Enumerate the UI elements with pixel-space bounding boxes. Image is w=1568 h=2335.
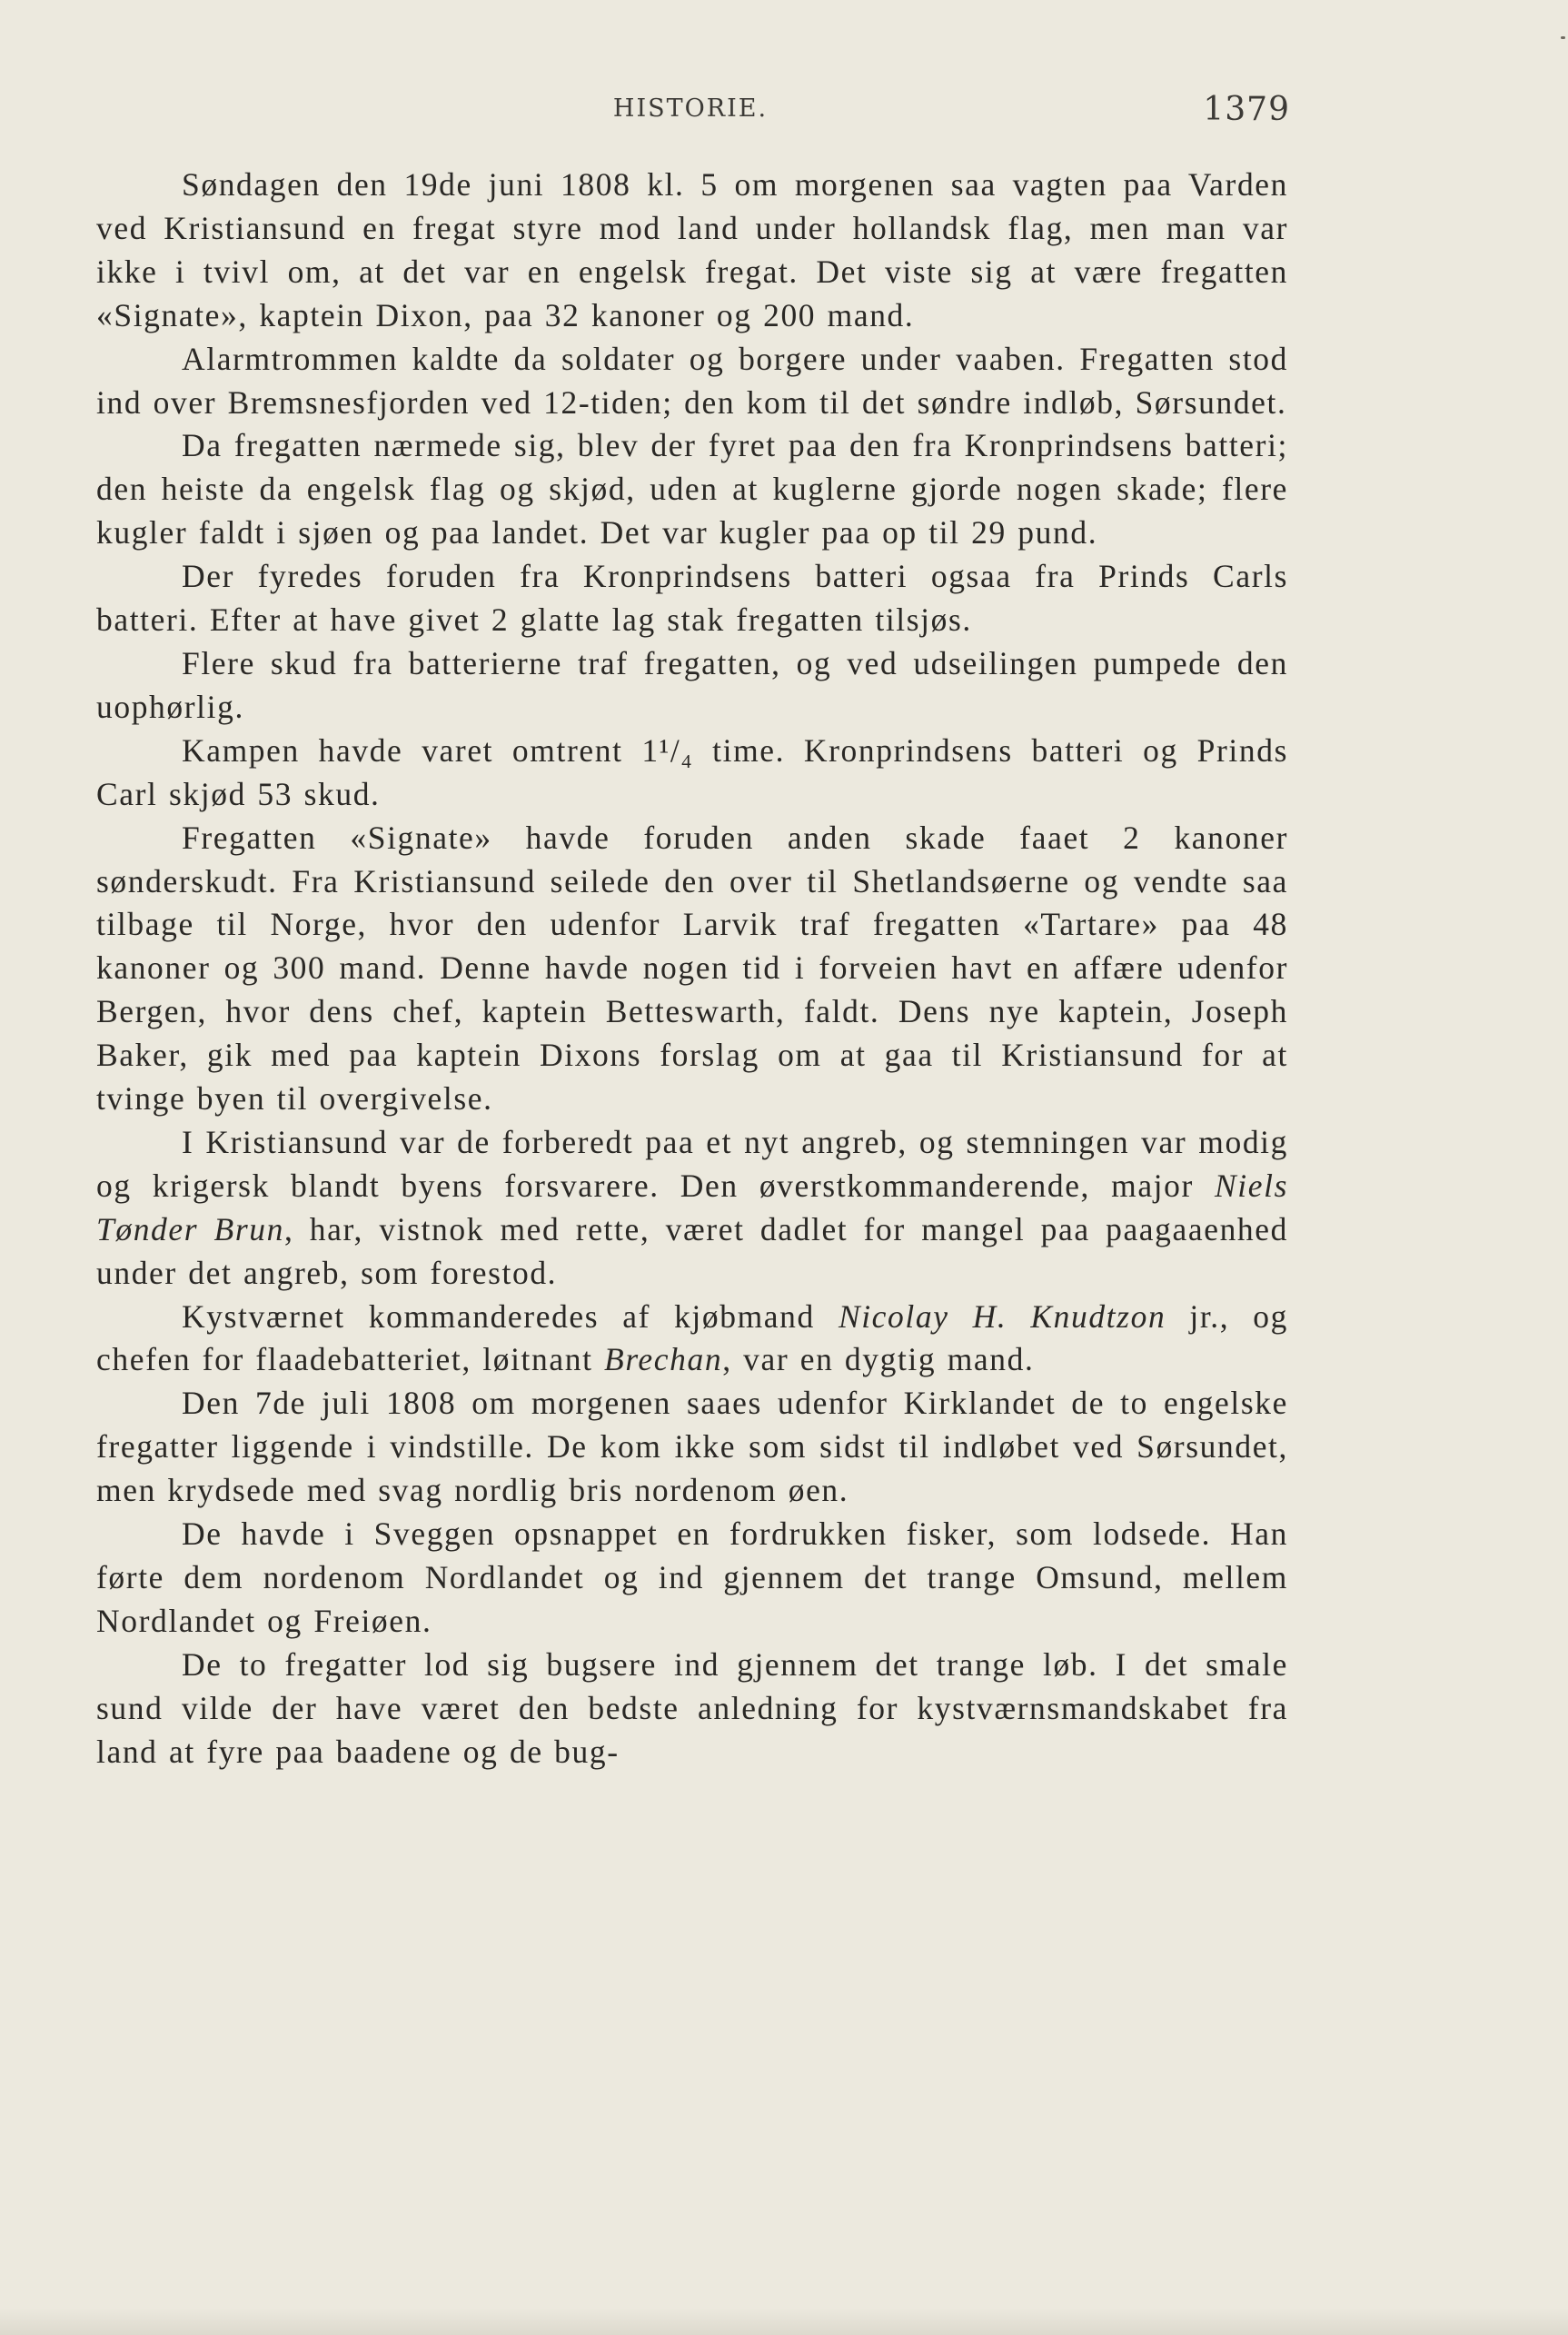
paragraph-6	[96, 730, 1288, 817]
scan-edge-shade	[0, 2308, 1568, 2335]
paragraph-5	[96, 642, 1288, 730]
paragraph-text: De havde i Sveggen opsnappet en fordrukken fisker, som lodsede. Han førte dem nordenom Nordlandet og ind gjennem det trange Omsund, mellem Nordlandet og Freiøen.	[96, 1515, 1288, 1639]
paragraph-text: Kystværnet kommanderedes af kjøbmand	[182, 1297, 839, 1335]
scan-speck	[1561, 36, 1565, 39]
paragraph-11	[96, 1513, 1288, 1644]
paragraph-3	[96, 424, 1288, 555]
paragraph-text: , har, vistnok med rette, været dadlet for mangel paa paagaaenhed under det angreb, som forestod.	[96, 1210, 1288, 1291]
paragraph-4	[96, 555, 1288, 642]
paragraph-text: Den 7de juli 1808 om morgenen saaes udenfor Kirklandet de to engelske fregatter liggende i vindstille. De kom ikke som sidst til indløbet ved Sørsundet, men krydsede med svag nordlig bris nordenom øen.	[96, 1385, 1288, 1509]
person-name-italic: Brechan	[604, 1341, 723, 1378]
paragraph-9	[96, 1296, 1288, 1383]
paragraph-1	[96, 164, 1288, 338]
paragraph-10	[96, 1382, 1288, 1513]
paragraph-text: , var en dygtig mand.	[722, 1341, 1035, 1378]
paragraph-text: jr., og chefen for flaadebatteriet, løitnant	[96, 1297, 1288, 1378]
paragraph-text: Flere skud fra batterierne traf fregatten, og ved udseilingen pumpede den uophørlig.	[96, 644, 1288, 725]
person-name-italic: Nicolay H. Knudtzon	[838, 1297, 1166, 1335]
person-name-italic: Niels Tønder Brun	[96, 1167, 1288, 1247]
paragraph-text: Alarmtrommen kaldte da soldater og borgere under vaaben. Fregatten stod ind over Bremsnesfjorden ved 12-tiden; den kom til det søndre indløb, Sørsundet.	[96, 340, 1288, 421]
scan-specks	[1561, 36, 1568, 44]
paragraph-text: Søndagen den 19de juni 1808 kl. 5 om morgenen saa vagten paa Varden ved Kristiansund en fregat styre mod land under hollandsk flag, men man var ikke i tvivl om, at det var en engelsk fregat. Det viste sig at være fregatten «Signate», kaptein Dixon, paa 32 kanoner og 200 mand.	[96, 166, 1288, 333]
paragraph-text: Der fyredes foruden fra Kronprindsens batteri ogsaa fra Prinds Carls batteri. Efter at have givet 2 glatte lag stak fregatten tilsjøs.	[96, 558, 1288, 639]
paragraph-8	[96, 1121, 1288, 1296]
paragraph-text: Fregatten «Signate» havde foruden anden skade faaet 2 kanoner sønderskudt. Fra Kristiansund seilede den over til Shetlandsøerne og vendte saa tilbage til Norge, hvor den udenfor Larvik traf fregatten «Tartare» paa 48 kanoner og 300 mand. Denne havde nogen tid i forveien havt en affære udenfor Bergen, hvor dens chef, kaptein Betteswarth, faldt. Dens nye kaptein, Joseph Baker, gik med paa kaptein Dixons forslag om at gaa til Kristiansund for at tvinge byen til overgivelse.	[96, 819, 1288, 1118]
page-number: 1379	[1203, 91, 1290, 128]
paragraph-text: Kampen havde varet omtrent 1¹/₄ time. Kronprindsens batteri og Prinds Carl skjød 53 skud.	[96, 731, 1288, 812]
body-text	[96, 164, 1288, 1774]
running-head: HISTORIE.	[612, 94, 769, 123]
paragraph-text: Da fregatten nærmede sig, blev der fyret paa den fra Kronprindsens batteri; den heiste da engelsk flag og skjød, uden at kuglerne gjorde nogen skade; flere kugler faldt i sjøen og paa landet. Det var kugler paa op til 29 pund.	[96, 427, 1288, 551]
paragraph-7	[96, 817, 1288, 1121]
paragraph-text: I Kristiansund var de forberedt paa et nyt angreb, og stemningen var modig og krigersk blandt byens forsvarere. Den øverstkommanderende, major	[96, 1123, 1288, 1204]
page-header	[91, 91, 1290, 136]
paragraph-2	[96, 338, 1288, 425]
paragraph-12	[96, 1644, 1288, 1774]
paragraph-text: De to fregatter lod sig bugsere ind gjennem det trange løb. I det smale sund vilde der have været den bedste anledning for kystværnsmandskabet fra land at fyre paa baadene og de bug-	[96, 1645, 1288, 1770]
